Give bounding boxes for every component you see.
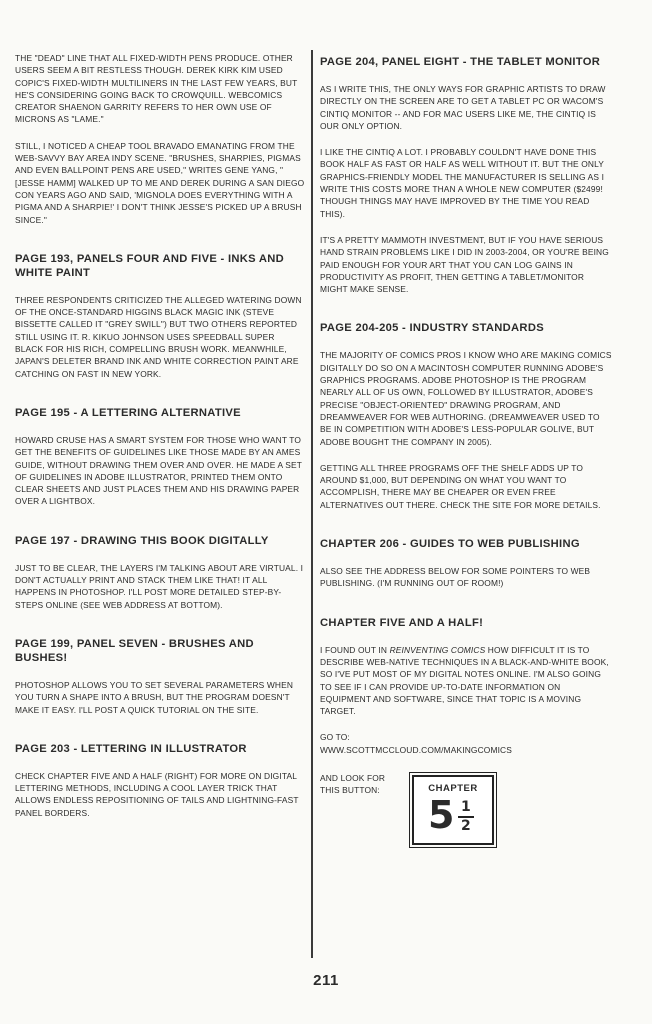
goto-label: GO TO:	[320, 732, 350, 743]
section-body-tablet-3: IT'S A PRETTY MAMMOTH INVESTMENT, BUT IF YOU HAVE SERIOUS HAND STRAIN PROBLEMS LIKE I DID IN 2003-2004, OR YOU'RE BEING PAID ENOUGH FOR YOUR ART THAT YOU CAN LOG GAINS IN PRODUCTIVITY AS PROFIT, THEN GETTING A TABLET/MONITOR MIGHT MAKE SENSE.	[320, 234, 609, 295]
section-body-web-publishing: ALSO SEE THE ADDRESS BELOW FOR SOME POINTERS TO WEB PUBLISHING. (I'M RUNNING OUT OF ROOM!)	[320, 566, 591, 589]
column-divider	[311, 50, 313, 958]
section-heading-inks: PAGE 193, PANELS FOUR AND FIVE - INKS AND WHITE PAINT	[15, 252, 285, 279]
section-heading-illustrator: PAGE 203 - LETTERING IN ILLUSTRATOR	[15, 742, 247, 755]
section-body-industry-1: THE MAJORITY OF COMICS PROS I KNOW WHO ARE MAKING COMICS DIGITALLY DO SO ON A MACINTOSH COMPUTER RUNNING ADOBE'S GRAPHICS PROGRAMS. ADOBE PHOTOSHOP IS THE PROGRAM NEARLY ALL OF US OWN, FOLLOWED BY ILLUSTRATOR, ADOBE'S PRECISE "OBJECT-ORIENTED" DRAWING PROGRAM, AND DREAMWEAVER FOR WEB AUTHORING. (DREAMWEAVER USED TO BE IN COMPETITION WITH ADOBE'S LESS-POPULAR GOLIVE, BUT ADOBE BOUGHT THE COMPANY IN 2005).	[320, 350, 612, 447]
button-callout	[320, 772, 612, 838]
section-body-brushes: PHOTOSHOP ALLOWS YOU TO SET SEVERAL PARAMETERS WHEN YOU TURN A SHAPE INTO A BRUSH, BUT THE PROGRAM DOESN'T MAKE IT EASY. I'LL POST A QUICK TUTORIAL ON THE SITE.	[15, 679, 294, 715]
book-title: REINVENTING COMICS	[389, 644, 486, 655]
section-heading-industry-standards: PAGE 204-205 - INDUSTRY STANDARDS	[320, 322, 544, 335]
badge-number	[414, 793, 492, 838]
body-text-a: I FOUND OUT IN	[320, 644, 390, 655]
section-body-illustrator: CHECK CHAPTER FIVE AND A HALF (RIGHT) FOR MORE ON DIGITAL LETTERING METHODS, INCLUDING A COOL LAYER TRICK THAT ALLOWS ENDLESS REPOSITIONING OF TAILS AND LIGHTNING-FAST PANEL BORDERS.	[15, 770, 299, 818]
section-body-lettering-alternative: HOWARD CRUSE HAS A SMART SYSTEM FOR THOSE WHO WANT TO GET THE BENEFITS OF GUIDELINES LIKE THOSE MADE BY AN AMES GUIDE, WITHOUT DRAWING THEM OVER AND OVER. HE MADE A SET OF GUIDELINES IN ADOBE ILLUSTRATOR, PRINTED THEM ONTO CLEAR SHEETS AND JUST PLACES THEM AND HIS DRAWING PAPER OVER A LIGHTBOX.	[15, 434, 302, 507]
intro-paragraph-2: STILL, I NOTICED A CHEAP TOOL BRAVADO EMANATING FROM THE WEB-SAVVY BAY AREA INDY SCENE. "BRUSHES, SHARPIES, PIGMAS AND EVEN BALLPOINT PENS ARE USED," WRITES GENE YANG, "[JESSE HAMM] WALKED UP TO ME AND DEREK DURING A SAN DIEGO CON YEARS AGO AND SAID, 'MIGNOLA DOES EVERYTHING WITH A PIGMA AND A SHARPIE!' I DON'T THINK JESSE'S PICKED UP A BRUSH SINCE."	[15, 140, 305, 225]
section-heading-lettering-alternative: PAGE 195 - A LETTERING ALTERNATIVE	[15, 406, 241, 419]
fraction-numerator: 1	[461, 799, 471, 816]
section-body-industry-2: GETTING ALL THREE PROGRAMS OFF THE SHELF ADDS UP TO AROUND $1,000, BUT DEPENDING ON WHAT YOU WANT TO ACCOMPLISH, THERE MAY BE CHEAPER OR EVEN FREE ALTERNATIVES OUT THERE. CHECK THE SITE FOR MORE DETAILS.	[320, 462, 601, 510]
section-heading-tablet: PAGE 204, PANEL EIGHT - THE TABLET MONITOR	[320, 56, 601, 68]
section-heading-drawing-digitally: PAGE 197 - DRAWING THIS BOOK DIGITALLY	[15, 534, 269, 547]
section-body-drawing-digitally: JUST TO BE CLEAR, THE LAYERS I'M TALKING ABOUT ARE VIRTUAL. I DON'T ACTUALLY PRINT AND STACK THEM LIKE THAT! IT ALL HAPPENS IN PHOTOSHOP. I'LL POST MORE DETAILED STEP-BY-STEPS ONLINE (SEE WEB ADDRESS AT BOTTOM).	[15, 562, 304, 610]
body-text-b: HOW DIFFICULT IT IS TO DESCRIBE WEB-NATIVE TECHNIQUES IN A BLACK-AND-WHITE BOOK, SO I'VE PUT MOST OF MY DIGITAL NOTES ONLINE. I'M ALSO GOING TO SEE IF I CAN PROVIDE UP-TO-DATE INFORMATION ON EQUIPMENT AND SOFTWARE, SINCE THAT TOPIC IS A MOVING TARGET.	[320, 644, 609, 717]
badge-big-number: 5	[428, 793, 455, 838]
right-column	[320, 55, 612, 838]
fraction-denominator: 2	[461, 818, 471, 835]
section-body-chapter-five-half	[320, 644, 612, 718]
left-column	[15, 52, 305, 833]
look-for-label: AND LOOK FOR THIS BUTTON:	[320, 772, 386, 796]
badge-fraction	[458, 800, 474, 834]
section-body-tablet-2: I LIKE THE CINTIQ A LOT. I PROBABLY COULDN'T HAVE DONE THIS BOOK HALF AS FAST OR HALF AS WELL WITHOUT IT. BUT THE ONLY GRAPHICS-FRIENDLY MODEL THE MANUFACTURER IS SELLING AS I WRITE THIS COSTS MORE THAN A WHOLE NEW COMPUTER ($2499! THOUGH THINGS MAY HAVE IMPROVED BY THE TIME YOU READ THIS).	[320, 147, 605, 219]
page-number: 211	[313, 972, 339, 989]
section-body-tablet-1: AS I WRITE THIS, THE ONLY WAYS FOR GRAPHIC ARTISTS TO DRAW DIRECTLY ON THE SCREEN ARE TO GET A TABLET PC OR WACOM'S CINTIQ MONITOR -- AND FOR MAC USERS LIKE ME, THE CINTIQ IS OUR ONLY OPTION.	[320, 84, 606, 131]
badge-label: CHAPTER	[428, 782, 478, 794]
section-body-inks: THREE RESPONDENTS CRITICIZED THE ALLEGED WATERING DOWN OF THE ONCE-STANDARD HIGGINS BLACK MAGIC INK (STEVE BISSETTE CALLED IT "GREY SWILL") BUT TWO OTHERS REPORTED STILL USING IT. R. KIKUO JOHNSON USES SPEEDBALL SUPER BLACK FOR HIS RICH, COMPELLING BRUSH WORK. MEANWHILE, JAPAN'S DELETER BRAND INK AND WHITE CORRECTION PAINT ARE CATCHING ON FAST IN NEW YORK.	[15, 294, 302, 379]
section-heading-brushes: PAGE 199, PANEL SEVEN - BRUSHES AND BUSHES!	[15, 637, 254, 664]
goto-block	[320, 731, 612, 756]
section-heading-chapter-five-half: CHAPTER FIVE AND A HALF!	[320, 616, 484, 629]
section-heading-web-publishing: CHAPTER 206 - GUIDES TO WEB PUBLISHING	[320, 538, 580, 551]
website-url[interactable]: WWW.SCOTTMCCLOUD.COM/MAKINGCOMICS	[320, 744, 512, 755]
intro-paragraph-1: THE "DEAD" LINE THAT ALL FIXED-WIDTH PENS PRODUCE. OTHER USERS SEEM A BIT RESTLESS THOUGH. DEREK KIRK KIM USED COPIC'S FIXED-WIDTH MULTILINERS IN THE LAST FEW YEARS, BUT HE'S CONSIDERING GOING BACK TO CROWQUILL. WEBCOMICS CREATOR SHAENON GARRITY REFERS TO HER OWN USE OF MICRONS AS "LAME."	[15, 53, 298, 125]
chapter-five-half-button[interactable]	[412, 775, 494, 845]
